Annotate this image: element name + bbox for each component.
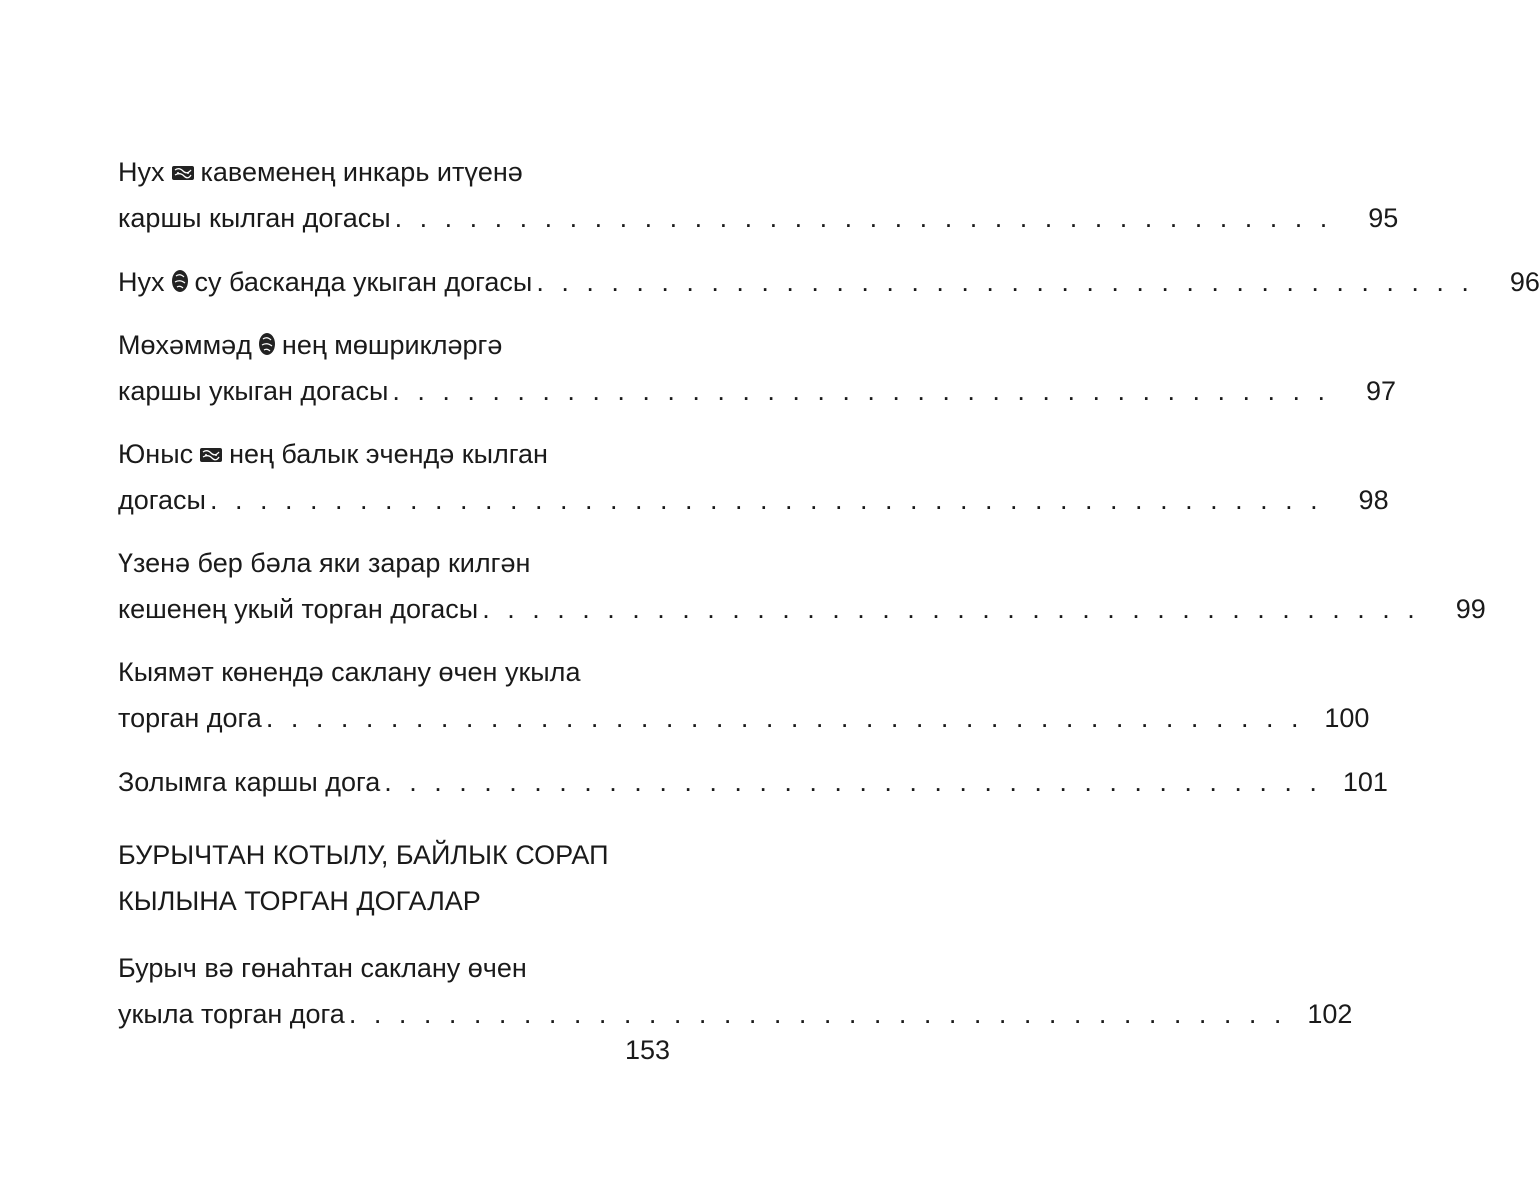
toc-entry [118, 541, 1486, 633]
dot-leader: . . . . . . . . . . . . . . . . . . . . . . . . . . . . . . . . . . . . . . [536, 267, 1474, 297]
toc-entry [118, 323, 1396, 415]
toc-entry [118, 759, 1388, 806]
toc-entry-text: Үзенә бер бәла яки зарар килгән [118, 548, 531, 578]
salutation-mark-icon [199, 434, 223, 479]
page-number: 101 [1342, 767, 1388, 797]
toc-entry-line [118, 323, 670, 368]
page-number: 100 [1324, 703, 1370, 733]
dot-leader: . . . . . . . . . . . . . . . . . . . . . . . . . . . . . . . . . . . . . . . . . . [265, 703, 1304, 733]
toc-entry-line [118, 695, 1370, 742]
toc-entry [118, 150, 1399, 242]
toc-entry-text: торган дога [118, 703, 262, 733]
toc-entry-text: Нух [118, 157, 165, 187]
toc-entry-text: кешенең укый торган догасы [118, 594, 479, 624]
toc-entry [118, 946, 1353, 1038]
toc-entry-text-start: Нух [118, 267, 165, 297]
page-number: 99 [1455, 594, 1486, 624]
dot-leader: . . . . . . . . . . . . . . . . . . . . . . . . . . . . . . . . . . . . . . [394, 203, 1333, 233]
toc-entry-line [118, 991, 1353, 1038]
toc-entry-line [118, 150, 670, 195]
salutation-mark-icon [171, 152, 195, 197]
toc-entry-line [118, 586, 1486, 633]
toc-entry-text: укыла торган дога [118, 999, 345, 1029]
toc-entry [118, 259, 1540, 306]
toc-entry-text: каршы кылган догасы [118, 203, 391, 233]
toc-entry-text-end: су басканда укыган догасы [194, 267, 533, 297]
toc-entry-line [118, 432, 670, 477]
toc-entry-text: кавеменең инкарь итүенә [200, 157, 523, 187]
section-heading-line: КЫЛЫНА ТОРГАН ДОГАЛАР [118, 886, 481, 916]
toc-entry-line [118, 477, 1389, 524]
page-number: 102 [1307, 999, 1353, 1029]
toc-entry-text: нең мөшрикләргә [281, 330, 503, 360]
dot-leader: . . . . . . . . . . . . . . . . . . . . . . . . . . . . . . . . . . . . . . [384, 767, 1322, 797]
page-number: 97 [1365, 376, 1396, 406]
toc-entry-text: Кыямәт көнендә саклану өчен укыла [118, 657, 581, 687]
dot-leader: . . . . . . . . . . . . . . . . . . . . . . . . . . . . . . . . . . . . . . . . . . . . . [209, 485, 1323, 515]
toc-entry-text: нең балык эчендә кылган [229, 439, 548, 469]
dot-leader: . . . . . . . . . . . . . . . . . . . . . . . . . . . . . . . . . . . . . . [348, 999, 1287, 1029]
salutation-mark-icon [258, 325, 276, 370]
toc-entry-text: Бурыч вә гөнаһтан саклану өчен [118, 953, 527, 983]
toc-entry-line [118, 759, 1388, 806]
toc-entry [118, 650, 1370, 742]
dot-leader: . . . . . . . . . . . . . . . . . . . . . . . . . . . . . . . . . . . . . . [482, 594, 1420, 624]
page-number: 98 [1358, 485, 1389, 515]
toc-entry-line [118, 195, 1399, 242]
dot-leader: . . . . . . . . . . . . . . . . . . . . . . . . . . . . . . . . . . . . . . [392, 376, 1330, 406]
toc-entry-text: каршы укыган догасы [118, 376, 389, 406]
toc-entry [118, 432, 1389, 524]
section-heading-line: БУРЫЧТАН КОТЫЛУ, БАЙЛЫК СОРАП [118, 840, 609, 870]
salutation-mark-icon [171, 261, 189, 308]
toc-entry-line [118, 368, 1396, 415]
folio-page-number: 153 [624, 1035, 670, 1065]
toc-entry-text: Золымга каршы дога [118, 767, 381, 797]
section-heading [118, 832, 670, 924]
toc-entry-text [118, 259, 532, 308]
toc-entry-line [118, 259, 1540, 306]
toc-entry-line [118, 541, 670, 586]
toc-entry-line [118, 946, 670, 991]
page-number: 96 [1509, 267, 1540, 297]
toc-entry-text: догасы [118, 485, 206, 515]
toc-entry-text: Юныс [118, 439, 194, 469]
toc-entry-text: Мөхәммәд [118, 330, 252, 360]
table-of-contents [118, 150, 1540, 1055]
toc-entry-line [118, 650, 670, 695]
page-number: 95 [1368, 203, 1399, 233]
